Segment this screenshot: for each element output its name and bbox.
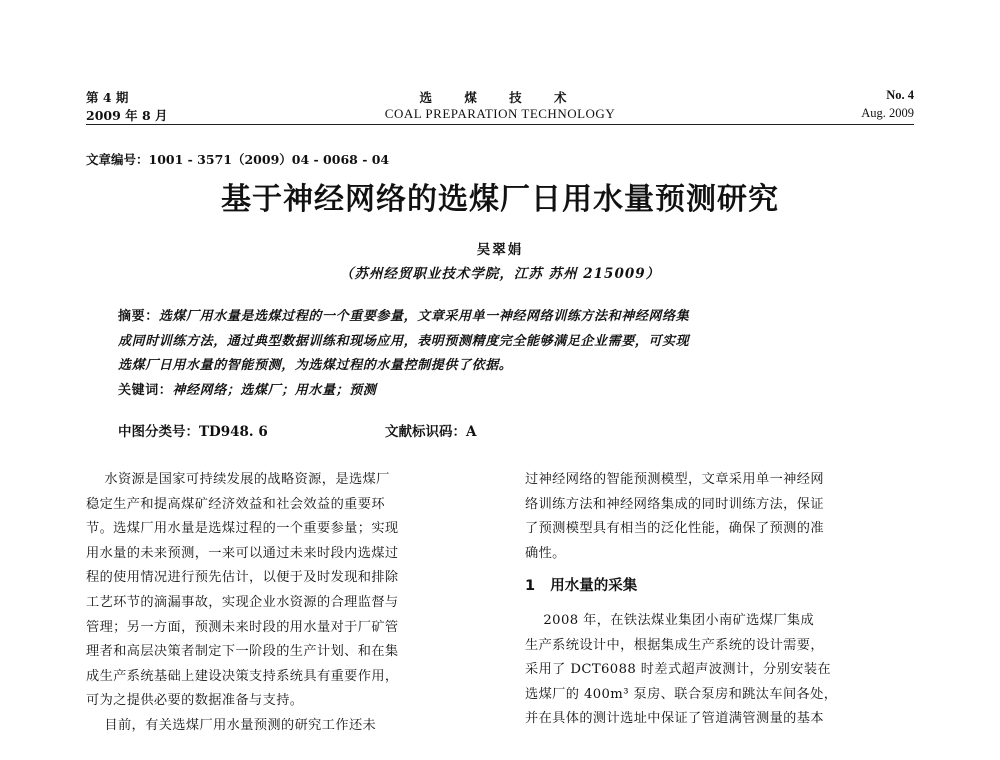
body-line: 成生产系统基础上建设决策支持系统具有重要作用， [86,668,399,684]
keywords-label: 关键词： [118,382,173,398]
journal-name-cn: 选 煤 技 术 [419,90,581,105]
body-line: 选煤厂的 400m³ 泵房、联合泵房和跳汰车间各处， [525,686,838,702]
body-line: 用水量的未来预测，一来可以通过未来时段内选煤过 [86,545,399,561]
issue-date-en: Aug. 2009 [861,106,914,120]
issue-date: 2009 年 8 月 [86,108,168,123]
body-line: 2008 年，在铁法煤业集团小南矿选煤厂集成 [525,612,815,628]
body-left-column [86,468,476,739]
body-line: 并在具体的测计选址中保证了管道满管测量的基本 [525,711,824,727]
body-line: 过神经网络的智能预测模型，文章采用单一神经网 [525,472,824,487]
abstract-line [118,305,888,330]
abstract-block [118,305,888,403]
body-line: 水资源是国家可持续发展的战略资源，是选煤厂 [86,472,390,487]
journal-name-en: COAL PREPARATION TECHNOLOGY [384,106,616,121]
body-line: 目前，有关选煤厂用水量预测的研究工作还未 [86,717,377,733]
classification-number: 中图分类号：TD948. 6 [118,424,268,440]
body-line: 络训练方法和神经网络集成的同时训练方法，保证 [525,496,824,512]
body-line: 理者和高层决策者制定下一阶段的生产计划、和在集 [86,644,399,660]
paper-title: 基于神经网络的选煤厂日用水量预测研究 [221,182,779,217]
keywords-line [118,379,888,404]
body-line: 确性。 [525,545,566,561]
abstract-line: 成同时训练方法，通过典型数据训练和现场应用，表明预测精度完全能够满足企业需要，可实现 [118,333,690,349]
author-name: 吴翠娟 [476,242,524,258]
abstract-text: 选煤厂用水量是选煤过程的一个重要参量，文章采用单一神经网络训练方法和神经网络集 [158,309,690,324]
body-line: 采用了 DCT6088 时差式超声波测计，分别安装在 [525,662,831,678]
section-heading: 1 用水量的采集 [525,578,638,595]
body-line: 管理；另一方面，预测未来时段的用水量对于厂矿管 [86,619,399,635]
body-right-column [525,468,915,732]
body-line: 程的使用情况进行预先估计，以便于及时发现和排除 [86,570,399,586]
body-line: 了预测模型具有相当的泛化性能，确保了预测的准 [525,521,824,537]
author-affiliation: （苏州经贸职业技术学院，江苏 苏州 215009） [339,266,661,282]
body-line: 可为之提供必要的数据准备与支持。 [86,693,304,709]
body-line: 节。选煤厂用水量是选煤过程的一个重要参量；实现 [86,521,399,537]
abstract-label: 摘要： [118,309,159,324]
document-code: 文献标识码：A [385,424,477,440]
issue-number: 第 4 期 [86,90,129,105]
body-line: 工艺环节的滴漏事故，实现企业水资源的合理监督与 [86,594,399,610]
body-line: 稳定生产和提高煤矿经济效益和社会效益的重要环 [86,496,385,512]
body-line: 生产系统设计中，根据集成生产系统的设计需要， [525,637,824,653]
header-rule [86,124,914,125]
abstract-line: 选煤厂日用水量的智能预测，为选煤过程的水量控制提供了依据。 [118,358,513,373]
issue-number-en: No. 4 [886,88,914,102]
article-number: 文章编号：1001 - 3571（2009）04 - 0068 - 04 [86,152,390,167]
keywords-text: 神经网络；选煤厂；用水量；预测 [172,382,377,398]
